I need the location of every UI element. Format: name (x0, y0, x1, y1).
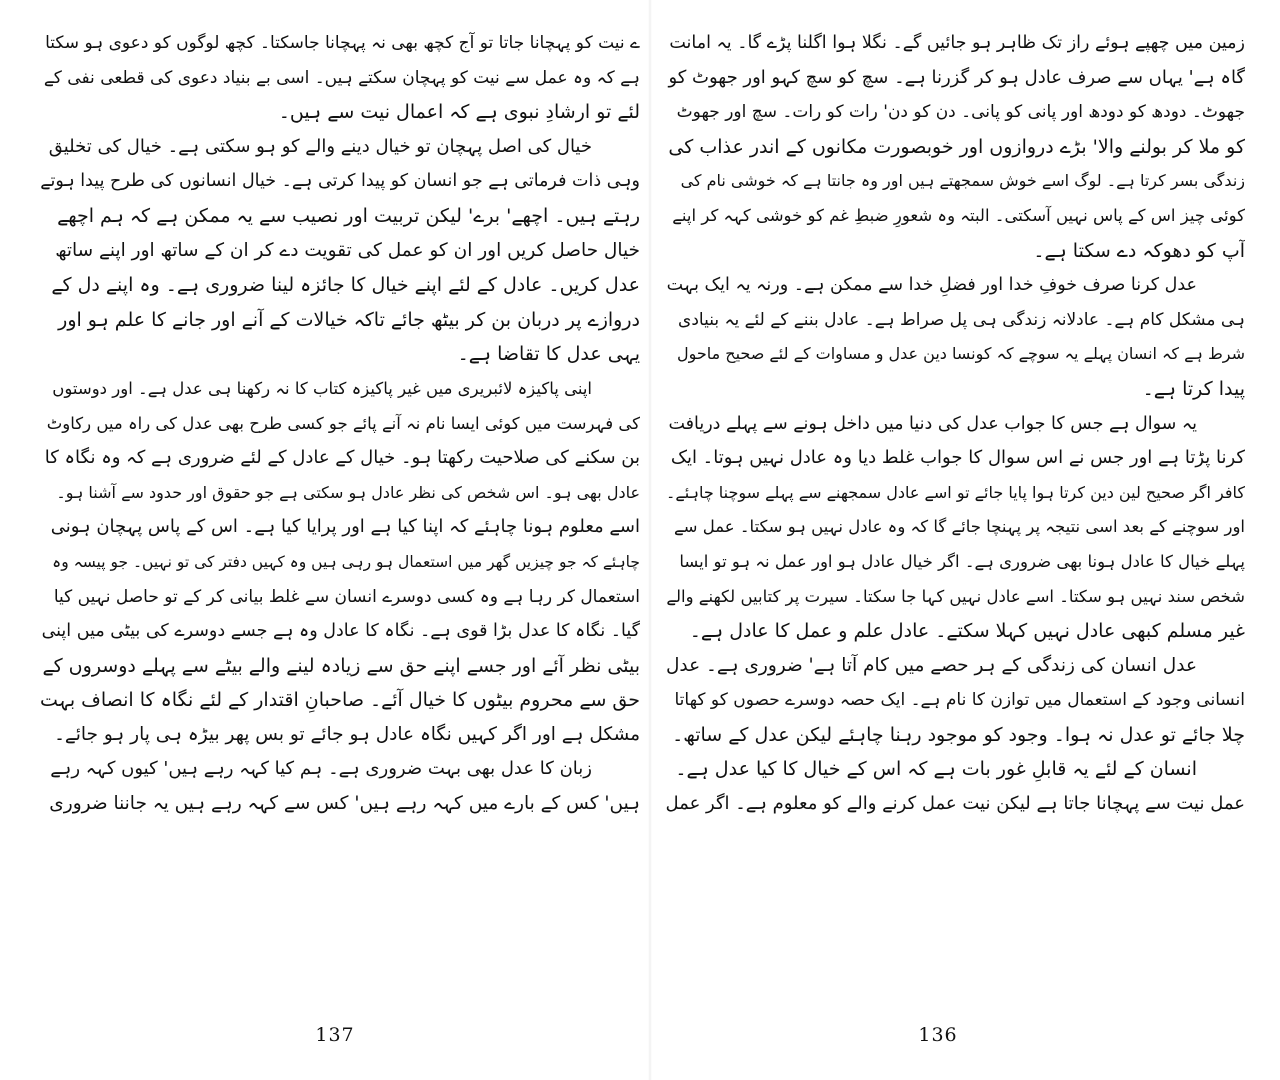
right-line-7: آپ کو دھوکہ دے سکتا ہے۔ (1033, 239, 1245, 262)
left-line-1: ے نیت کو پہچانا جاتا تو آج کچھ بھی نہ پہچانا جاسکتا۔ کچھ لوگوں کو دعوی ہو سکتا (45, 33, 640, 53)
left-line-12: کی فہرست میں کوئی ایسا نام نہ آنے پائے جو کسی طرح بھی عدل کی راہ میں رکاوٹ (46, 413, 640, 433)
right-line-1: زمین میں چھپے ہوئے راز تک ظاہر ہو جائیں گے۔ نگلا ہوا اگلنا پڑے گا۔ یہ امانت (669, 33, 1245, 53)
left-line-11: اپنی پاکیزہ لائبریری میں غیر پاکیزہ کتاب کا نہ رکھنا ہی عدل ہے۔ اور دوستوں (52, 378, 592, 398)
page-number-left: 137 (315, 1024, 355, 1046)
left-line-6: رہتے ہیں۔ اچھے' برے' لیکن تربیت اور نصیب سے یہ ممکن ہے کہ ہم اچھے (57, 204, 640, 227)
left-line-23: ہیں' کس کے بارے میں کہہ رہے ہیں' کس سے کہہ رہے ہیں یہ جاننا ضروری (49, 793, 640, 815)
right-line-18: غیر مسلم کبھی عادل نہیں کہلا سکتے۔ عادل علم و عمل کا عادل ہے۔ (689, 620, 1245, 643)
right-line-13: کرنا پڑتا ہے اور جس نے اس سوال کا جواب غلط دیا وہ عادل نہیں ہوتا۔ ایک (670, 447, 1245, 469)
left-line-15: اسے معلوم ہونا چاہئے کہ اپنا کیا ہے اور پرایا کیا ہے۔ اس کے پاس پہچان ہونی (50, 516, 640, 538)
left-line-19: بیٹی نظر آئے اور جسے اپنے حق سے زیادہ لینے والے بیٹے سے پہلے دوسروں کے (42, 654, 640, 677)
right-line-6: کوئی چیز اس کے پاس نہیں آسکتی۔ البتہ وہ شعورِ ضبطِ غم کو خوشی کہہ کر اپنے (672, 205, 1245, 225)
right-line-3: جھوٹ۔ دودھ کو دودھ اور پانی کو پانی۔ دن کو دن' رات کو رات۔ سچ اور جھوٹ (676, 102, 1245, 123)
page-number-right: 136 (918, 1024, 958, 1046)
left-line-7: خیال حاصل کریں اور ان کو عمل کی تقویت دے کر ان کے ساتھ اور اپنے ساتھ (55, 239, 640, 261)
right-line-5: زندگی بسر کرتا ہے۔ لوگ اسے خوش سمجھتے ہیں اور وہ جانتا ہے کہ خوشی نام کی (680, 171, 1245, 191)
right-line-2: گاہ ہے' یہاں سے صرف عادل ہو کر گزرنا ہے۔ سچ کو سچ کہو اور جھوٹ کو (668, 66, 1245, 88)
right-line-23: عمل نیت سے پہچانا جاتا ہے لیکن نیت عمل کرنے والے کو معلوم ہے۔ اگر عمل (665, 793, 1245, 815)
right-line-16: پہلے خیال کا عادل ہونا بھی ضروری ہے۔ اگر خیال عادل ہو اور عمل نہ ہو تو ایسا (679, 551, 1245, 571)
left-line-9: دروازے پر دربان بن کر بیٹھ جائے تاکہ خیالات کے آنے اور جانے کا علم ہو اور (58, 308, 640, 331)
right-line-17: شخص سند نہیں ہو سکتا۔ اسے عادل نہیں کہا جا سکتا۔ سیرت پر کتابیں لکھنے والے (666, 586, 1245, 606)
left-line-10: یہی عدل کا تقاضا ہے۔ (457, 343, 640, 366)
right-line-11: پیدا کرتا ہے۔ (1142, 377, 1245, 400)
left-line-5: وہی ذات فرماتی ہے جو انسان کو پیدا کرتی ہے۔ خیال انسانوں کی طرح پیدا ہوتے (40, 171, 640, 192)
right-line-19: عدل انسان کی زندگی کے ہر حصے میں کام آتا ہے' ضروری ہے۔ عدل (665, 654, 1197, 676)
left-line-8: عدل کریں۔ عادل کے لئے اپنے خیال کا جائزہ لینا ضروری ہے۔ وہ اپنے دل کے (51, 274, 640, 297)
left-line-13: بن سکنے کی صلاحیت رکھتا ہو۔ خیال کے عادل کے لئے ضروری ہے کہ وہ نگاہ کا (44, 447, 640, 469)
right-line-4: کو ملا کر بولنے والا' بڑے دروازوں اور خوبصورت مکانوں کے اندر عذاب کی (668, 135, 1245, 158)
left-line-16: چاہئے کہ جو چیزیں گھر میں استعمال ہو رہی ہیں وہ کہیں دفتر کی تو نہیں۔ جو پیسہ وہ (52, 552, 640, 571)
left-line-22: زبان کا عدل بھی بہت ضروری ہے۔ ہم کیا کہہ رہے ہیں' کیوں کہہ رہے (50, 758, 592, 780)
left-line-18: گیا۔ نگاہ کا عدل بڑا قوی ہے۔ نگاہ کا عادل وہ ہے جسے دوسرے کی بیٹی میں اپنی (41, 621, 640, 642)
right-page (665, 26, 1245, 1026)
left-line-2: ہے کہ وہ عمل سے نیت کو پہچان سکتے ہیں۔ اسی بے بنیاد دعوی کی قطعی نفی کے (43, 67, 640, 88)
left-line-14: عادل بھی ہو۔ اس شخص کی نظر عادل ہو سکتی ہے جو حقوق اور حدود سے آشنا ہو۔ (56, 482, 640, 502)
left-line-3: لئے تو ارشادِ نبوی ہے کہ اعمال نیت سے ہیں۔ (278, 101, 640, 124)
right-line-12: یہ سوال ہے جس کا جواب عدل کی دنیا میں داخل ہونے سے پہلے دریافت (668, 413, 1197, 434)
right-line-9: ہی مشکل کام ہے۔ عادلانہ زندگی ہی پل صراط ہے۔ عادل بننے کے لئے یہ بنیادی (678, 309, 1245, 330)
left-line-21: مشکل ہے اور اگر کہیں نگاہ عادل ہو جائے تو بس پھر بیڑہ ہی پار ہو جائے۔ (54, 723, 640, 745)
right-line-10: شرط ہے کہ انسان پہلے یہ سوچے کہ کونسا دین عدل و مساوات کے لئے صحیح ماحول (676, 344, 1245, 364)
right-line-20: انسانی وجود کے استعمال میں توازن کا نام ہے۔ ایک حصہ دوسرے حصوں کو کھاتا (674, 690, 1245, 711)
right-line-21: چلا جائے تو عدل نہ ہوا۔ وجود کو موجود رہنا چاہئے لیکن عدل کے ساتھ۔ (672, 723, 1245, 746)
left-line-20: حق سے محروم بیٹوں کا خیال آئے۔ صاحبانِ اقتدار کے لئے نگاہ کا انصاف بہت (40, 689, 640, 712)
book-gutter (648, 0, 652, 1080)
left-page (40, 26, 640, 1026)
right-line-15: اور سوچنے کے بعد اسی نتیجہ پر پہنچا جائے گا کہ وہ عادل نہیں ہو سکتا۔ عمل سے (674, 517, 1245, 537)
left-line-4: خیال کی اصل پہچان تو خیال دینے والے کو ہو سکتی ہے۔ خیال کی تخلیق (48, 135, 592, 157)
right-line-22: انسان کے لئے یہ قابلِ غور بات ہے کہ اس کے خیال کا کیا عدل ہے۔ (675, 758, 1197, 781)
right-line-14: کافر اگر صحیح لین دین کرتا ہوا پایا جائے تو اسے عادل سمجھنے سے پہلے سوچنا چاہئے۔ (666, 482, 1245, 502)
left-line-17: استعمال کر رہا ہے وہ کسی دوسرے انسان سے غلط بیانی کر کے تو حاصل نہیں کیا (53, 586, 640, 607)
right-line-8: عدل کرنا صرف خوفِ خدا اور فضلِ خدا سے ممکن ہے۔ ورنہ یہ ایک بہت (666, 275, 1197, 296)
